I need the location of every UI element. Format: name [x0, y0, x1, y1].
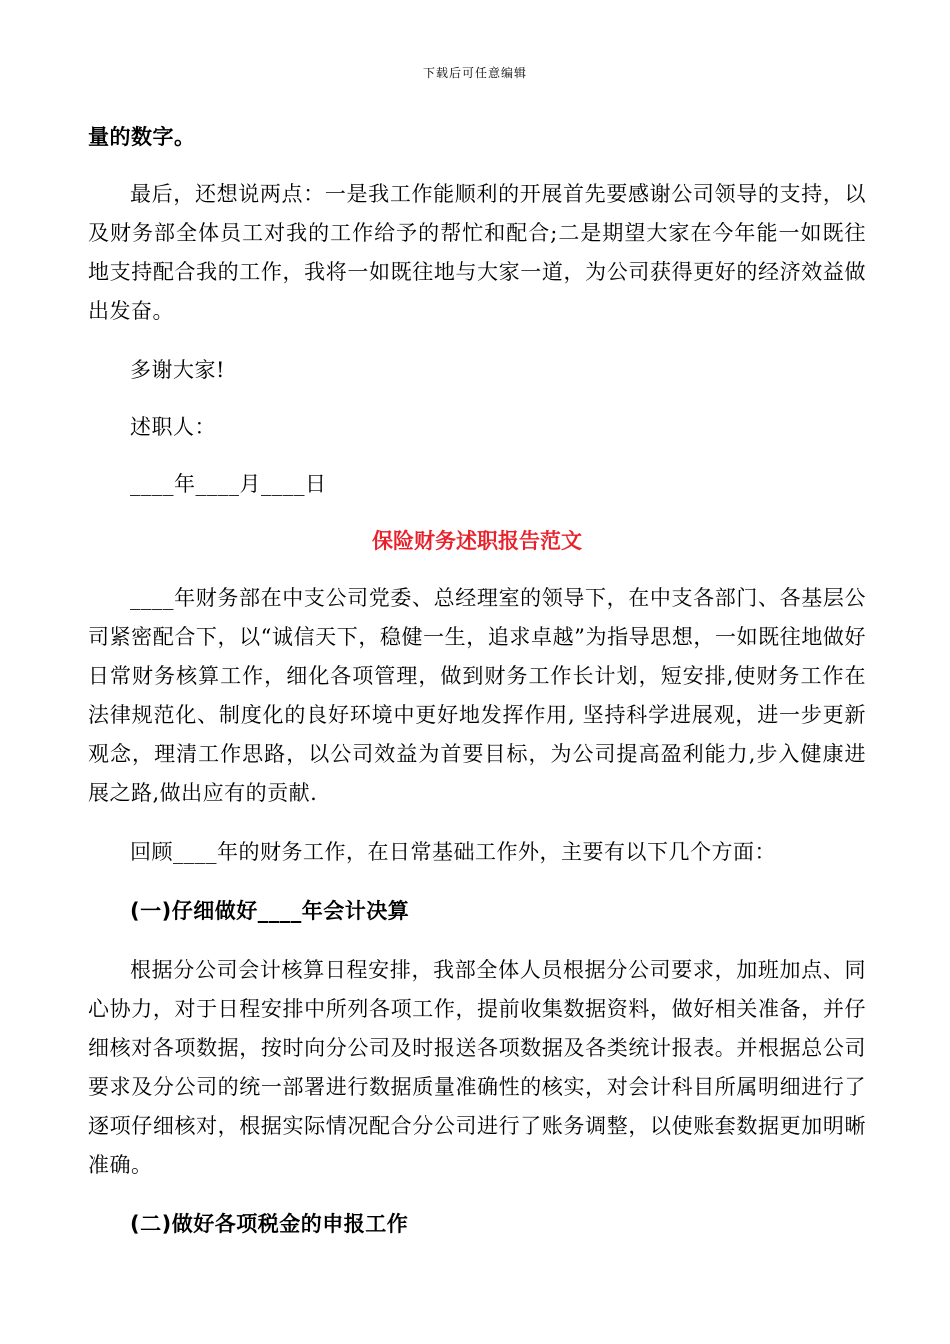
- paragraph-thanks: 多谢大家!: [130, 358, 225, 382]
- paragraph-review: 回顾____年的财务工作，在日常基础工作外，主要有以下几个方面：: [130, 840, 776, 864]
- paragraph-intro: ____年财务部在中支公司党委、总经理室的领导下，在中支各部门、各基层公司紧密配合下，以“诚信天下，稳健一生，追求卓越”为指导思想，一如既往地做好日常财务核算工作，细化各项管理，做到财务工作长计划，短安排,使财务工作在法律规范化、制度化的良好环境中更好地发挥作用, 坚持科学进展观，进一步更新观念，理清工作思路，以公司效益为首要目标，为公司提高盈利能力,步入健康进展之路,做出应有的贡献.: [88, 586, 866, 805]
- document-title: 保险财务述职报告范文: [372, 529, 582, 553]
- section-heading-one: (一)仔细做好____年会计决算: [130, 899, 410, 923]
- paragraph-previous-end: 量的数字。: [88, 125, 196, 149]
- paragraph-final: 最后，还想说两点：一是我工作能顺利的开展首先要感谢公司领导的支持，以及财务部全体员工对我的工作给予的帮忙和配合;二是期望大家在今年能一如既往地支持配合我的工作，我将一如既往地与大家一道，为公司获得更好的经济效益做出发奋。: [88, 182, 866, 323]
- header-note: 下载后可任意编辑: [422, 66, 527, 80]
- paragraph-date: ____年____月____日: [130, 472, 327, 496]
- paragraph-reporter: 述职人：: [130, 415, 216, 439]
- section-heading-two: (二)做好各项税金的申报工作: [130, 1212, 409, 1236]
- document-body: [88, 118, 866, 1244]
- paragraph-section-one: 根据分公司会计核算日程安排，我部全体人员根据分公司要求，加班加点、同心协力，对于日程安排中所列各项工作，提前收集数据资料，做好相关准备，并仔细核对各项数据，按时向分公司及时报送各项数据及各类统计报表。并根据总公司要求及分公司的统一部署进行数据质量准确性的核实，对会计科目所属明细进行了逐项仔细核对，根据实际情况配合分公司进行了账务调整，以使账套数据更加明晰准确。: [88, 958, 866, 1177]
